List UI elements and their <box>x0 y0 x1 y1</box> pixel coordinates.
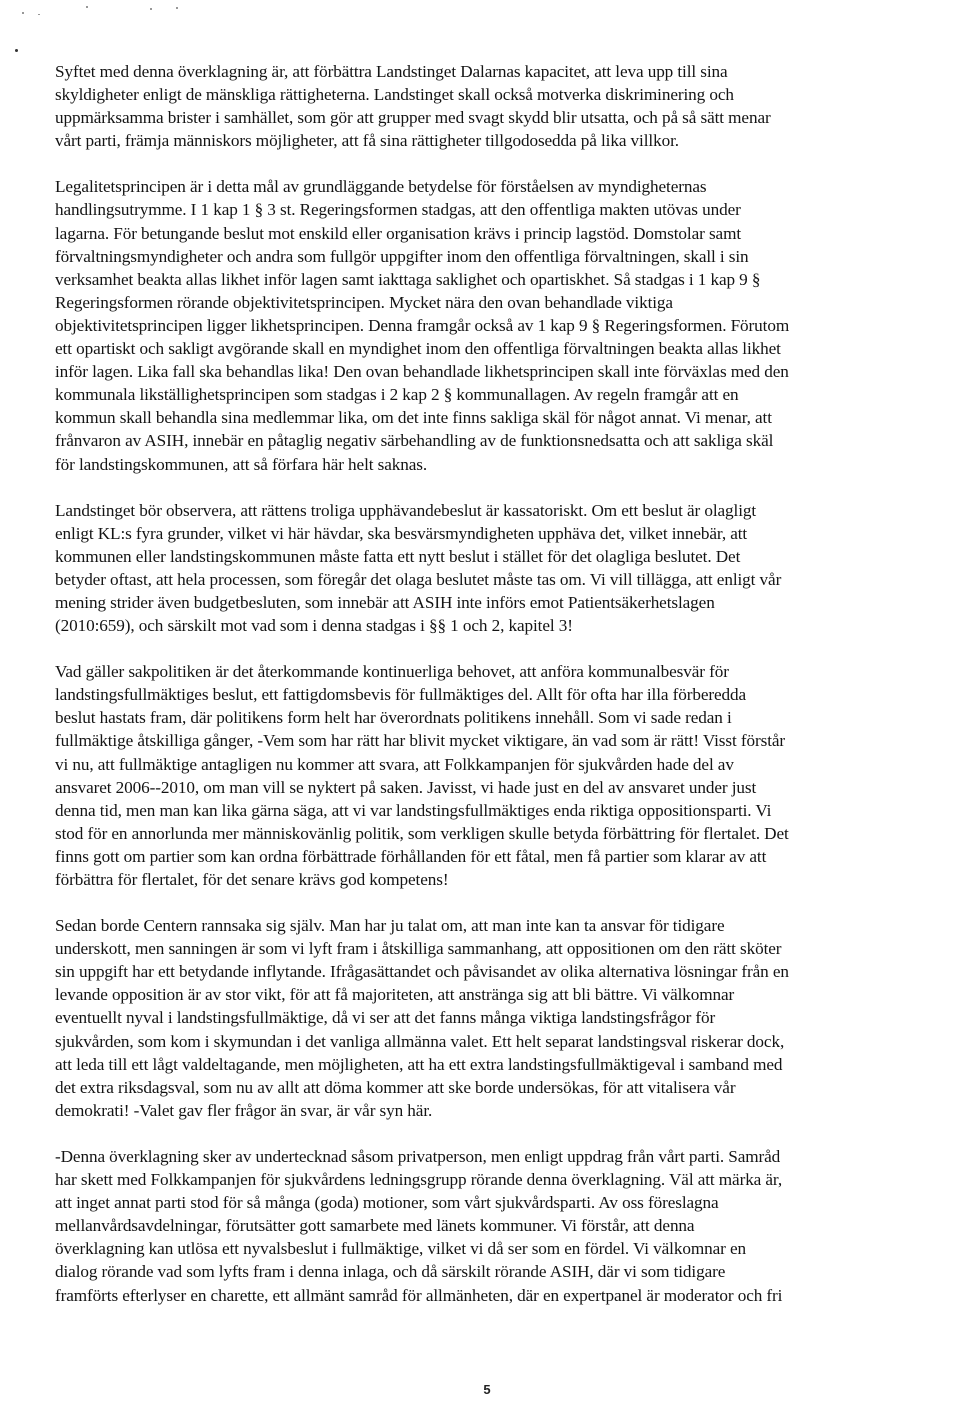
text-line: mellanvårdsavdelningar, förutsätter gott samarbete med länets kommuner. Vi förstår, att denna <box>55 1216 695 1236</box>
scan-speck <box>15 49 18 52</box>
text-line: vårt parti, främja människors möjligheter, att få sina rättigheter tillgodosedda på lika villkor. <box>55 131 679 151</box>
text-line: förvaltningsmyndigheter och andra som fullgör uppgifter inom den offentliga förvaltningen, skall i sin <box>55 246 749 266</box>
text-line: lagarna. För betungande beslut mot enskild eller organisation krävs i princip lagstöd. Domstolar samt <box>55 223 742 243</box>
text-line: sin uppgift har ett betydande inflytande. Ifrågasättandet och påvisandet av olika alternativa lösningar från en <box>55 962 789 982</box>
text-line: Landstinget bör observera, att rättens troliga upphävandebeslut är kassatoriskt. Om ett beslut är olagligt <box>55 500 757 520</box>
text-line: kommun skall behandla sina medlemmar lika, om det inte finns sakliga skäl för något annat. Vi menar, att <box>55 408 772 428</box>
paragraph-gap <box>55 637 960 660</box>
paragraph <box>55 60 960 152</box>
text-line: ett opartiskt och sakligt avgörande skall en myndighet inom den offentliga förvaltningen beakta allas likhet <box>55 339 781 359</box>
paragraph <box>55 914 960 1122</box>
text-line: förbättra för flertalet, för det senare krävs god kompetens! <box>55 870 449 889</box>
text-line: Syftet med denna överklagning är, att förbättra Landstinget Dalarnas kapacitet, att leva upp till sina <box>55 62 728 81</box>
text-line: verksamhet beakta allas likhet inför lagen samt iakttaga saklighet och opartiskhet. Så stadgas i 1 kap 9 § <box>55 269 761 289</box>
text-line: beslut hastats fram, där politikens form helt har överordnats politikens innehåll. Som vi sade redan i <box>55 708 732 728</box>
text-line: skyldigheter enligt de mänskliga rättigheterna. Landstinget skall också motverka diskriminering och <box>55 85 734 105</box>
text-line: betyder oftast, att hela processen, som föregår det olaga beslutet måste tas om. Vi vill tillägga, att enligt vår <box>55 569 782 589</box>
text-line: frånvaron av ASIH, innebär en påtaglig negativ särbehandling av de funktionsnedsatta och att sakliga skäl <box>55 431 774 451</box>
paragraph-gap <box>55 891 960 914</box>
text-line: finns gott om partier som kan ordna förbättrade förhållanden för ett fåtal, men få partier som klarar av att <box>55 846 767 866</box>
text-line: levande opposition är av stor vikt, för att få majoriteten, att anstränga sig att bli bättre. Vi välkomnar <box>55 985 735 1005</box>
text-line: att leda till ett lågt valdeltagande, men möjligheten, att ha ett extra landstingsfullmäktigeval i samband med <box>55 1054 783 1074</box>
text-line: dialog rörande vad som lyfts fram i denna inlaga, och då särskilt rörande ASIH, där vi som tidigare <box>55 1262 726 1282</box>
text-line: objektivitetsprincipen ligger likhetsprincipen. Denna framgår också av 1 kap 9 § Regeringsformen. Förutom <box>55 315 790 335</box>
text-line: -Denna överklagning sker av undertecknad såsom privatperson, men enligt uppdrag från vårt parti. Samråd <box>55 1146 781 1166</box>
text-line: Sedan borde Centern rannsaka sig själv. Man har ju talat om, att man inte kan ta ansvar för tidigare <box>55 916 725 936</box>
text-line: kommunala likställighetsprincipen som stadgas i 2 kap 2 § kommunallagen. Av regeln framgår att en <box>55 385 739 405</box>
text-line: landstingsfullmäktiges beslut, ett fattigdomsbevis för fullmäktiges del. Allt för ofta har illa förberedda <box>55 685 747 705</box>
text-line: demokrati! -Valet gav fler frågor än svar, är vår syn här. <box>55 1100 433 1120</box>
text-line: uppmärksamma brister i samhället, som gör att grupper med svagt skydd blir utsatta, och på så sätt menar <box>55 108 771 128</box>
text-line: vi nu, att fullmäktige antagligen nu kommer att svara, att Folkkampanjen för sjukvården hade del av <box>55 754 734 774</box>
text-line: stod för en annorlunda mer människovänlig politik, som verkligen skulle betyda förbättring för flertalet. Det <box>55 823 789 843</box>
text-line: kommunen eller landstingskommunen måste fatta ett nytt beslut i stället för det olagliga beslutet. Det <box>55 546 741 566</box>
text-line: Regeringsformen rörande objektivitetsprincipen. Mycket nära den ovan behandlade viktiga <box>55 292 673 312</box>
text-line: för landstingskommunen, att så förfara här helt saknas. <box>55 454 428 474</box>
text-line: inför lagen. Lika fall ska behandlas lika! Den ovan behandlade likhetsprincipen skall inte förväxlas med den <box>55 362 789 382</box>
text-line: (2010:659), och särskilt mot vad som i denna stadgas i §§ 1 och 2, kapitel 3! <box>55 616 573 636</box>
page-number: 5 <box>483 1382 491 1397</box>
letter-body <box>55 60 960 1307</box>
text-line: eventuellt nyval i landstingsfullmäktige, då vi ser att det fanns många viktiga landstingsfrågor för <box>55 1008 716 1028</box>
text-line: att inget annat parti stod för så många (goda) motioner, som vårt sjukvårdsparti. Av oss föreslagna <box>55 1193 719 1213</box>
scan-speck <box>22 12 24 14</box>
text-line: har skett med Folkkampanjen för sjukvårdens ledningsgrupp rörande denna överklagning. Väl att märka är, <box>55 1170 783 1190</box>
paragraph <box>55 660 960 891</box>
text-line: mening strider även budgetbesluten, som innebär att ASIH inte införs emot Patientsäkerhetslagen <box>55 592 715 612</box>
text-line: det extra riksdagsval, som nu av allt att döma kommer att ske borde undersökas, för att vitalisera vår <box>55 1077 736 1097</box>
paragraph-gap <box>55 1122 960 1145</box>
text-line: Legalitetsprincipen är i detta mål av grundläggande betydelse för förståelsen av myndigheternas <box>55 177 707 197</box>
paragraph-gap <box>55 152 960 175</box>
scan-speck <box>150 8 152 10</box>
paragraph <box>55 499 960 638</box>
text-line: ansvaret 2006--2010, om man vill se nyktert på saken. Javisst, vi hade just en del av ansvaret under just <box>55 777 757 797</box>
text-line: handlingsutrymme. I 1 kap 1 § 3 st. Regeringsformen stadgas, att den offentliga makten utövas under <box>55 200 741 220</box>
paragraph <box>55 175 960 475</box>
text-line: underskott, men sanningen är som vi lyft fram i åtskilliga sammanhang, att oppositionen om den rätt sköter <box>55 939 782 959</box>
text-line: sjukvården, som kom i skymundan i det vanliga allmänna valet. Ett helt separat landstingsval riskerar dock, <box>55 1031 785 1051</box>
text-line: överklagning kan utlösa ett nyvalsbeslut i fullmäktige, vilket vi då ser som en fördel. Vi välkomnar en <box>55 1239 746 1259</box>
text-line: enligt KL:s fyra grunder, vilket vi här hävdar, ska besvärsmyndigheten upphäva det, vilket innebär, att <box>55 523 748 543</box>
scan-speck <box>86 6 88 8</box>
text-line: framförts efterlyser en charette, ett allmänt samråd för allmänheten, där en expertpanel är moderator och fri <box>55 1285 783 1305</box>
text-line: Vad gäller sakpolitiken är det återkommande kontinuerliga behovet, att anföra kommunalbesvär för <box>55 662 729 682</box>
paragraph-gap <box>55 476 960 499</box>
scan-speck <box>176 7 178 9</box>
text-line: denna tid, men man kan lika gärna säga, att vi var landstingsfullmäktiges enda riktiga oppositionsparti. Vi <box>55 800 772 820</box>
scan-speck <box>38 14 40 15</box>
text-line: fullmäktige åtskilliga gånger, -Vem som har rätt har blivit mycket viktigare, än vad som är rätt! Visst förstår <box>55 731 786 751</box>
paragraph <box>55 1145 960 1307</box>
